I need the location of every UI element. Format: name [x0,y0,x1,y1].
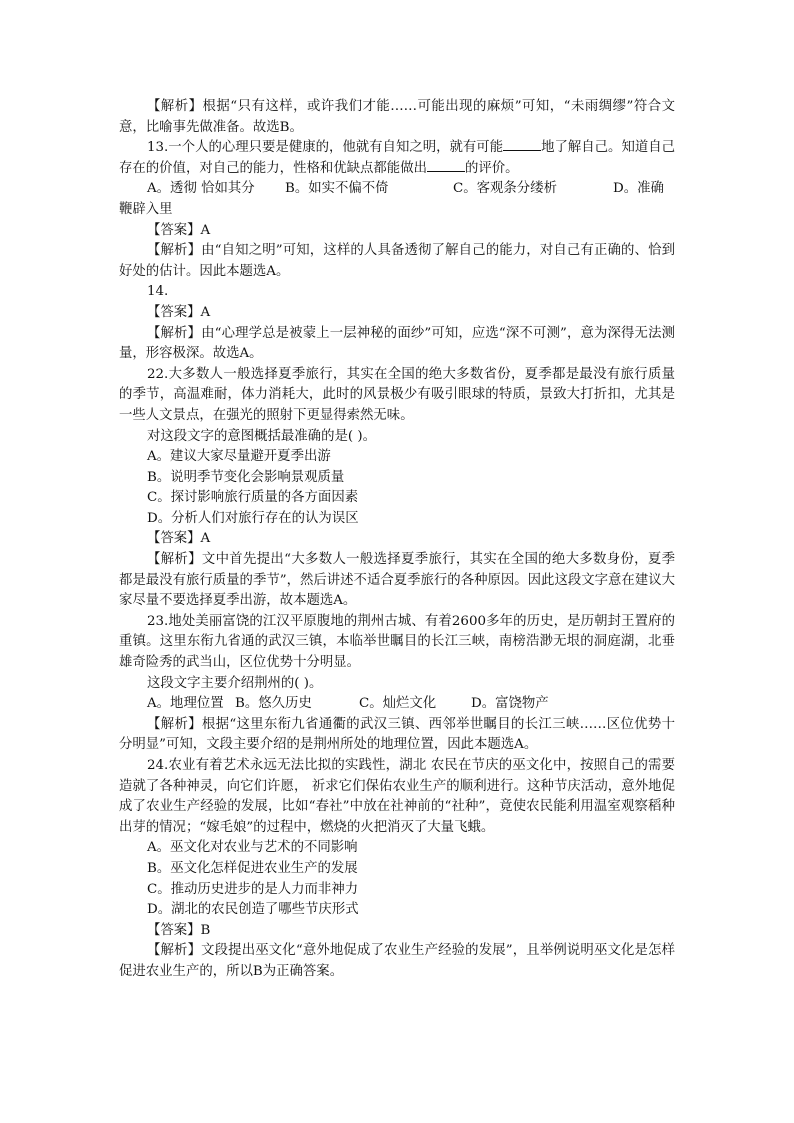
q13-blank-2 [427,159,465,172]
q22-option-b: B。说明季节变化会影响景观质量 [147,469,345,485]
q23-question: 这段文字主要介绍荆州的( )。 [147,675,323,691]
q13-blank-1 [503,138,541,151]
q24-analysis: 【解析】文段提出巫文化“意外地促成了农业生产经验的发展”，且举例说明巫文化是怎样促进农业生产的，所以B为正确答案。 [119,943,675,979]
q22-analysis: 【解析】文中首先提出“大多数人一般选择夏季旅行，其实在全国的绝大多数身份，夏季都是最没有旅行质量的季节”，然后讲述不适合夏季旅行的各种原因。因此这段文字意在建议大家尽量不要选择夏季出游，故本题选A。 [119,552,675,609]
q23-analysis: 【解析】根据“这里东衔九省通衢的武汉三镇、西邻举世瞩目的长江三峡……区位优势十分明显”可知，文段主要介绍的是荆州所处的地理位置，因此本题选A。 [119,716,675,753]
q13-options [119,179,703,200]
q13-option-c: C。客观条分缕析 [453,181,557,197]
q24-stem: 24.农业有着艺术永远无法比拟的实践性，湖北 农民在节庆的巫文化中，按照自己的需要造就了各种神灵，向它们许愿， 祈求它们保佑农业生产的顺利进行。这种节庆活动，意外地促成了农业生产经验的发展，比如“春社”中放在社神前的“社种”，竟使农民能利用温室观察稻种出芽的情况；“嫁毛娘”的过程中，燃烧的火把消灭了大量飞蛾。 [119,758,675,835]
q24-option-b: B。巫文化怎样促进农业生产的发展 [147,860,358,876]
q23-stem: 23.地处美丽富饶的江汉平原腹地的荆州古城、有着2600多年的历史，是历朝封王置府的重镇。这里东衔九省通的武汉三镇，本临举世瞩目的长江三峡，南榜浩渺无垠的洞庭湖，北垂雄奇险秀的武当山，区位优势十分明显。 [119,613,675,671]
q13-option-a: A。透彻 恰如其分 [147,181,255,197]
q24-option-d: D。湖北的农民创造了哪些节庆形式 [147,902,359,918]
q13-analysis: 【解析】由“自知之明”可知，这样的人具备透彻了解自己的能力，对自己有正确的、恰到好处的估计。因此本题选A。 [119,243,675,279]
q23-option-a: A。地理位置 [147,696,224,712]
q13-option-d-part1: D。准确 [613,181,664,197]
q22-option-c: C。探讨影响旅行质量的各方面因素 [147,490,359,506]
q24-option-a: A。巫文化对农业与艺术的不同影响 [147,840,358,856]
q22-question: 对这段文字的意图概括最准确的是( )。 [147,428,376,444]
q13-stem-part1: 13.一个人的心理只要是健康的，他就有自知之明，就有可能 [147,140,504,156]
q14-analysis: 【解析】由“心理学总是被蒙上一层神秘的面纱”可知，应选“深不可测”，意为深得无法测量，形容极深。故选A。 [119,325,675,362]
q13-option-b: B。如实不偏不倚 [285,181,389,197]
q13-answer: 【答案】A [147,222,211,238]
q23-options [119,694,675,715]
q22-option-a: A。建议大家尽量避开夏季出游 [147,449,331,465]
q13-stem-part2: 地了解自己。知道自己存在的价值，对自己的能力，性格和优缺点都能做出 [119,140,676,176]
q13-stem [119,138,675,179]
q14-number: 14. [147,284,169,300]
q23-option-d: D。富饶物产 [471,696,549,712]
q13-option-d-part2: 鞭辟入里 [119,201,173,217]
q22-option-d: D。分析人们对旅行存在的认为误区 [147,510,359,526]
q14-answer: 【答案】A [147,304,211,320]
q24-option-c: C。推动历史进步的是人力而非神力 [147,881,359,897]
q23-option-b: B。悠久历史 [235,696,312,712]
q23-option-c: C。灿烂文化 [359,696,437,712]
q12-analysis: 【解析】根据“只有这样，或许我们才能……可能出现的麻烦”可知，“未雨绸缪”符合文意，比喻事先做准备。故选B。 [119,99,675,135]
q24-answer: 【答案】B [147,922,211,938]
q22-answer: 【答案】A [147,531,211,547]
q13-stem-part3: 的评价。 [464,160,519,176]
document-body [119,97,675,983]
q22-stem: 22.大多数人一般选择夏季旅行，其实在全国的绝大多数省份，夏季都是最没有旅行质量的季节，高温难耐，体力消耗大，此时的风景极少有吸引眼球的特质，景致大打折扣，尤其是一些人文景点，在强光的照射下更显得索然无味。 [119,366,675,423]
